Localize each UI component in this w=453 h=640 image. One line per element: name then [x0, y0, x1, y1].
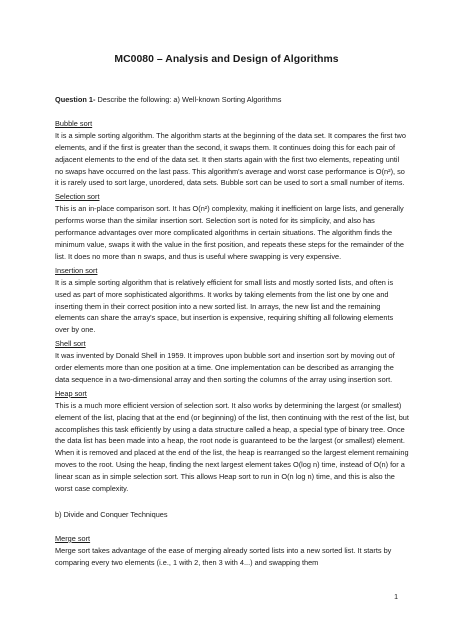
- section-body-bubble-sort: It is a simple sorting algorithm. The algorithm starts at the beginning of the data set. It compares the first two elements, and if the first is greater than the second, it swaps them. It continues doing this for each pair of adjacent elements to the end of the data set. It then starts again with the first two elements, repeating until no swaps have occurred on the last pass. This algorithm's average and worst case performance is O(n²), so it is rarely used to sort large, unordered, data sets. Bubble sort can be used to sort a small number of items.: [55, 130, 406, 188]
- section-body-insertion-sort: It is a simple sorting algorithm that is relatively efficient for small lists and mostly sorted lists, and often is used as part of more sophisticated algorithms. It works by taking elements from the list one by one and inserting them in their correct position into a new sorted list. In arrays, the new list and the remaining elements can share the array's space, but insertion is expensive, requiring shifting all following elements over by one.: [55, 277, 394, 335]
- section-heading-bubble-sort: Bubble sort: [55, 118, 93, 128]
- section-body-shell-sort: It was invented by Donald Shell in 1959. It improves upon bubble sort and insertion sort by moving out of order elements more than one position at a time. One implementation can be described as arranging the data sequence in a two-dimensional array and then sorting the columns of the array using insertion sort.: [55, 351, 395, 384]
- part-b-heading: b) Divide and Conquer Techniques: [55, 510, 168, 519]
- section-body-merge-sort: Merge sort takes advantage of the ease of merging already sorted lists into a new sorted list. It starts by comparing every two elements (i.e., 1 with 2, then 3 with 4...) and swapping them: [55, 545, 392, 567]
- question-line: [55, 94, 409, 106]
- section-body-heap-sort: This is a much more efficient version of selection sort. It also works by determining the largest (or smallest) element of the list, placing that at the end (or beginning) of the list, then continuing with the rest of the list, but accomplishes this task efficiently by using a data structure called a heap, a special type of binary tree. Once the data list has been made into a heap, the root node is guaranteed to be the largest (or smallest) element. When it is removed and placed at the end of the list, the heap is rearranged so the largest element remaining moves to the root. Using the heap, finding the next largest element takes O(log n) time, instead of O(n) for a linear scan as in simple selection sort. This allows Heap sort to run in O(n log n) time, and this is also the worst case complexity.: [55, 400, 409, 494]
- section-body-selection-sort: This is an in-place comparison sort. It has O(n²) complexity, making it inefficient on large lists, and generally performs worse than the similar insertion sort. Selection sort is noted for its simplicity, and also has performance advantages over more complicated algorithms in certain situations. The algorithm finds the minimum value, swaps it with the value in the first position, and repeats these steps for the remainder of the list. It does no more than n swaps, and thus is useful where swapping is very expensive.: [55, 204, 405, 261]
- document-title: MC0080 – Analysis and Design of Algorithms: [114, 54, 339, 65]
- question-label: Question 1-: [55, 95, 96, 104]
- section-heading-selection-sort: Selection sort: [55, 192, 100, 202]
- section-heading-insertion-sort: Insertion sort: [55, 265, 98, 275]
- question-text: Describe the following: a) Well-known Sorting Algorithms: [95, 95, 282, 104]
- document-body: [55, 94, 409, 569]
- section-heading-heap-sort: Heap sort: [55, 388, 87, 398]
- spacer: [55, 497, 409, 509]
- page-number: 1: [394, 594, 398, 601]
- spacer: [55, 521, 409, 533]
- section-heading-shell-sort: Shell sort: [55, 339, 86, 349]
- section-heading-merge-sort: Merge sort: [55, 533, 91, 543]
